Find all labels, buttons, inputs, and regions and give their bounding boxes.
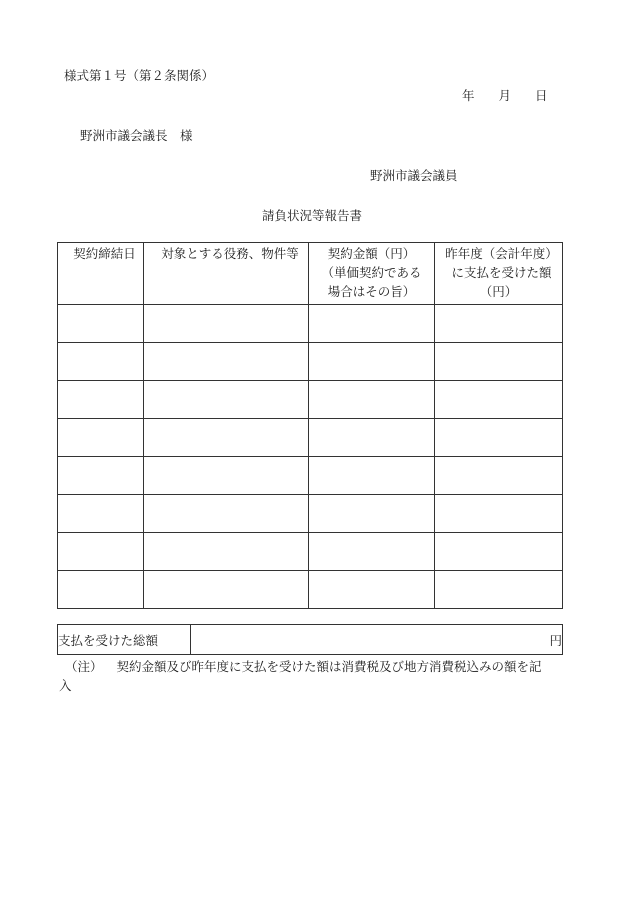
column-header-subject	[144, 243, 309, 305]
total-row	[58, 625, 563, 655]
date-year: 年	[462, 88, 475, 103]
cell-contract-date[interactable]	[58, 495, 144, 533]
cell-paid-last-year[interactable]	[435, 571, 563, 609]
table-header-row	[58, 243, 563, 305]
cell-subject[interactable]	[144, 381, 309, 419]
cell-paid-last-year[interactable]	[435, 381, 563, 419]
cell-contract-date[interactable]	[58, 571, 144, 609]
table-row	[58, 571, 563, 609]
date-month: 月	[498, 88, 512, 103]
date-day: 日	[535, 88, 548, 103]
form-number: 様式第１号（第２条関係）	[64, 68, 215, 83]
column-header-line: （単価契約である	[321, 265, 422, 280]
column-header-paid-last-year	[435, 243, 563, 305]
cell-contract-date[interactable]	[58, 305, 144, 343]
cell-subject[interactable]	[144, 305, 309, 343]
cell-subject[interactable]	[144, 457, 309, 495]
total-table	[57, 624, 563, 655]
footnote-text-wrap: 入	[59, 678, 72, 693]
table-row	[58, 419, 563, 457]
column-header-line: 昨年度（会計年度）	[445, 246, 558, 261]
cell-contract-date[interactable]	[58, 419, 144, 457]
column-header-line: 場合はその旨）	[327, 284, 416, 299]
cell-contract-amount[interactable]	[309, 419, 435, 457]
footnote-text: 契約金額及び昨年度に支払を受けた額は消費税及び地方消費税込みの額を記	[116, 659, 542, 674]
cell-contract-amount[interactable]	[309, 495, 435, 533]
cell-contract-date[interactable]	[58, 533, 144, 571]
cell-subject[interactable]	[144, 571, 309, 609]
cell-paid-last-year[interactable]	[435, 495, 563, 533]
cell-subject[interactable]	[144, 533, 309, 571]
total-unit: 円	[549, 632, 562, 648]
total-amount-field[interactable]	[191, 625, 563, 655]
cell-contract-amount[interactable]	[309, 343, 435, 381]
cell-paid-last-year[interactable]	[435, 419, 563, 457]
date-line	[462, 86, 548, 104]
total-label: 支払を受けた総額	[58, 625, 191, 655]
cell-subject[interactable]	[144, 495, 309, 533]
cell-contract-amount[interactable]	[309, 305, 435, 343]
column-header-line: に支払を受けた額	[451, 265, 552, 280]
addressee: 野洲市議会議長 様	[80, 128, 193, 143]
cell-contract-date[interactable]	[58, 457, 144, 495]
column-header-line: （円）	[479, 284, 518, 299]
cell-contract-amount[interactable]	[309, 571, 435, 609]
cell-contract-date[interactable]	[58, 381, 144, 419]
column-header-line: 契約金額（円）	[327, 246, 416, 261]
table-row	[58, 343, 563, 381]
cell-subject[interactable]	[144, 419, 309, 457]
column-header-line: 契約締結日	[73, 246, 136, 261]
column-header-contract-date	[58, 243, 144, 305]
cell-paid-last-year[interactable]	[435, 305, 563, 343]
document-title: 請負状況等報告書	[262, 208, 363, 223]
table-row	[58, 533, 563, 571]
cell-paid-last-year[interactable]	[435, 343, 563, 381]
cell-contract-date[interactable]	[58, 343, 144, 381]
cell-contract-amount[interactable]	[309, 533, 435, 571]
column-header-line: 対象とする役務、物件等	[161, 246, 299, 261]
cell-subject[interactable]	[144, 343, 309, 381]
column-header-contract-amount	[309, 243, 435, 305]
cell-paid-last-year[interactable]	[435, 533, 563, 571]
footnote	[59, 657, 572, 695]
sender: 野洲市議会議員	[370, 168, 458, 183]
cell-paid-last-year[interactable]	[435, 457, 563, 495]
table-row	[58, 381, 563, 419]
contract-report-table	[57, 242, 563, 609]
footnote-mark: （注）	[65, 659, 103, 674]
table-row	[58, 305, 563, 343]
cell-contract-amount[interactable]	[309, 381, 435, 419]
table-row	[58, 457, 563, 495]
cell-contract-amount[interactable]	[309, 457, 435, 495]
table-row	[58, 495, 563, 533]
